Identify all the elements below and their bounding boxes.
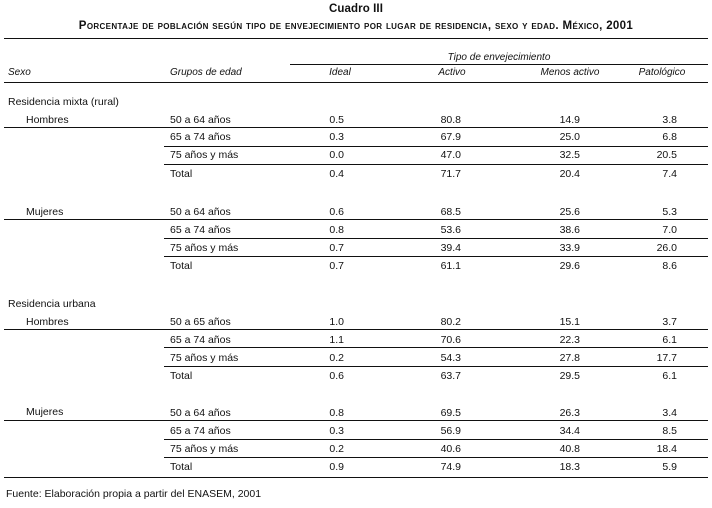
sex-rule (4, 127, 164, 128)
table-caption: Cuadro III (328, 3, 384, 15)
row-rule (164, 127, 708, 128)
sex-rule (4, 329, 164, 330)
header-rule (4, 82, 708, 83)
row-rule (164, 238, 708, 239)
header-menos-activo: Menos activo (540, 67, 600, 78)
row-rule (164, 347, 708, 348)
sex-label: Mujeres (26, 206, 64, 218)
row-rule (164, 420, 708, 421)
header-ideal: Ideal (329, 67, 351, 78)
row-rule (164, 439, 708, 440)
bottom-rule (4, 477, 708, 478)
section-title: Residencia urbana (8, 298, 96, 310)
row-rule (164, 256, 708, 257)
sex-rule (4, 219, 164, 220)
row-rule (164, 164, 708, 165)
sex-label: Mujeres (26, 406, 64, 418)
sex-rule (4, 420, 164, 421)
row-rule (164, 146, 708, 147)
header-grupos: Grupos de edad (170, 67, 242, 78)
header-sexo: Sexo (8, 67, 31, 78)
header-patologico: Patológico (638, 67, 686, 78)
sex-label: Hombres (26, 316, 69, 328)
table-title: Porcentaje de población según tipo de envejecimiento por lugar de residencia, sexo y edad. México, 2001 (78, 20, 634, 32)
row-rule (164, 457, 708, 458)
row-rule (164, 329, 708, 330)
sex-label: Hombres (26, 114, 69, 126)
header-tipo-rule (290, 64, 708, 65)
row-rule (164, 366, 708, 367)
header-tipo: Tipo de envejecimiento (447, 52, 551, 63)
table-footer: Fuente: Elaboración propia a partir del ENASEM, 2001 (6, 488, 262, 500)
top-rule (4, 38, 708, 39)
section-title: Residencia mixta (rural) (8, 96, 119, 108)
row-rule (164, 219, 708, 220)
header-activo: Activo (438, 67, 466, 78)
